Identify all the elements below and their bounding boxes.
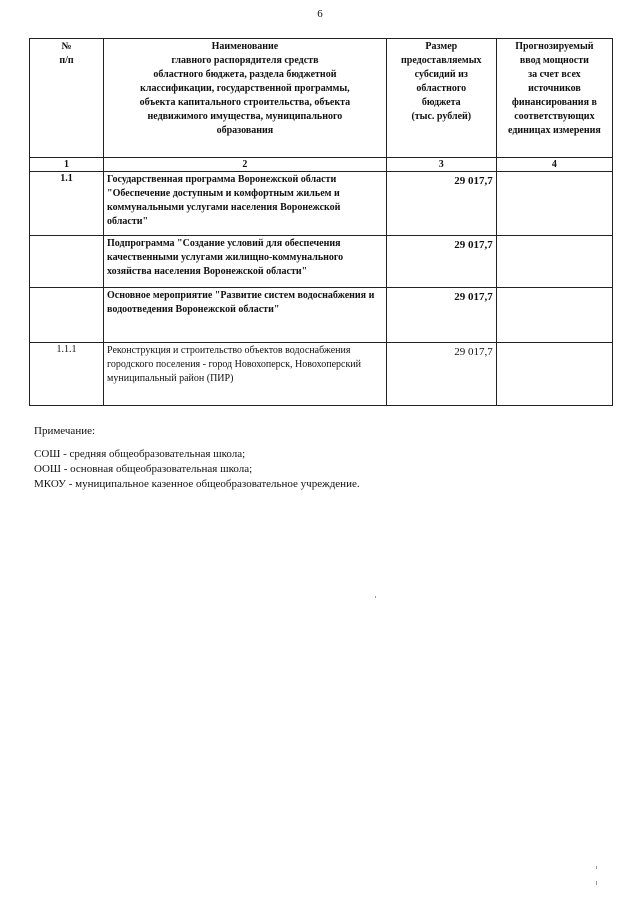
table-row (30, 172, 613, 236)
header-name: Наименование главного распорядителя средств областного бюджета, раздела бюджетной классификации, государственной программы, объекта капитального строительства, объекта недвижимого имущества, муниципального образования (104, 39, 387, 158)
header-amount: Размер предоставляемых субсидий из областного бюджета (тыс. рублей) (386, 39, 496, 158)
row-capacity (496, 288, 612, 343)
row-name: Реконструкция и строительство объектов водоснабжения городского поселения - город Новохоперск, Новохоперский муниципальный район (ПИР) (104, 343, 387, 406)
row-number: 1.1.1 (30, 343, 104, 406)
table-row (30, 288, 613, 343)
row-capacity (496, 343, 612, 406)
note-line: ООШ - основная общеобразовательная школа; (34, 463, 253, 475)
header-row (30, 39, 613, 158)
row-number: 1.1 (30, 172, 104, 236)
scan-mark (375, 596, 376, 598)
header-number: № п/п (30, 39, 104, 158)
row-number (30, 288, 104, 343)
row-amount: 29 017,7 (386, 288, 496, 343)
row-name: Государственная программа Воронежской области "Обеспечение доступным и комфортным жильем и коммунальными услугами населения Воронежской области" (104, 172, 387, 236)
row-number (30, 236, 104, 288)
row-capacity (496, 236, 612, 288)
scan-mark (596, 866, 597, 869)
row-capacity (496, 172, 612, 236)
column-number-row (30, 158, 613, 172)
subsidy-table (29, 38, 613, 406)
notes-title: Примечание: (34, 425, 96, 437)
notes (34, 424, 594, 492)
note-line: МКОУ - муниципальное казенное общеобразовательное учреждение. (34, 478, 360, 490)
header-capacity: Прогнозируемый ввод мощности за счет всех источников финансирования в соответствующих единицах измерения (496, 39, 612, 158)
row-amount: 29 017,7 (386, 172, 496, 236)
row-amount: 29 017,7 (386, 236, 496, 288)
scan-mark (596, 881, 597, 885)
note-line: СОШ - средняя общеобразовательная школа; (34, 448, 246, 460)
column-number: 1 (30, 158, 104, 172)
column-number: 4 (496, 158, 612, 172)
row-name: Подпрограмма "Создание условий для обеспечения качественными услугами жилищно-коммунального хозяйства населения Воронежской области" (104, 236, 387, 288)
row-amount: 29 017,7 (386, 343, 496, 406)
column-number: 3 (386, 158, 496, 172)
page-number: 6 (317, 8, 323, 20)
row-name: Основное мероприятие "Развитие систем водоснабжения и водоотведения Воронежской области" (104, 288, 387, 343)
table-row (30, 236, 613, 288)
table-row (30, 343, 613, 406)
column-number: 2 (104, 158, 387, 172)
